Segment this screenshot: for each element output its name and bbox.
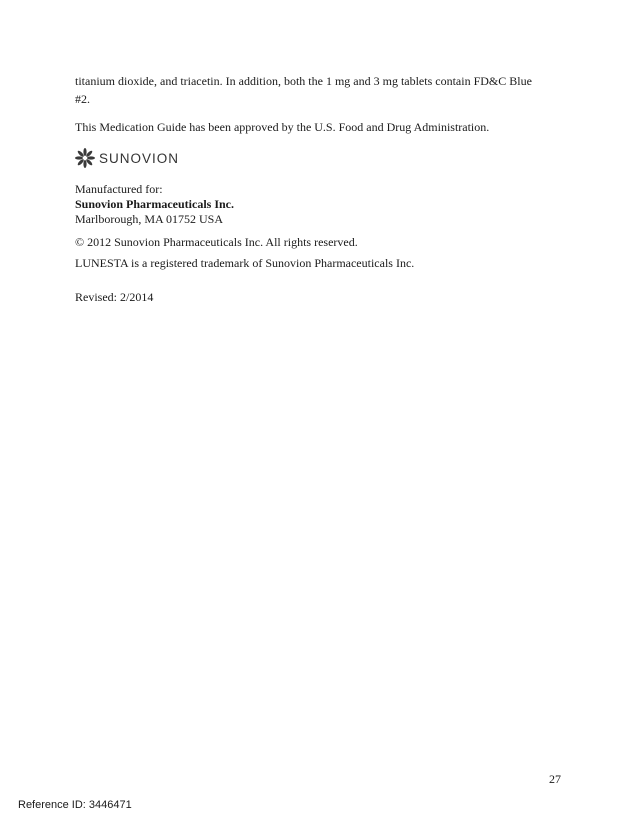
approval-statement: This Medication Guide has been approved by the U.S. Food and Drug Administration. <box>75 120 490 134</box>
trademark-notice: LUNESTA is a registered trademark of Sunovion Pharmaceuticals Inc. <box>75 256 415 270</box>
manufacturer-address: Marlborough, MA 01752 USA <box>75 212 224 226</box>
revision-date: Revised: 2/2014 <box>75 290 154 304</box>
reference-id: Reference ID: 3446471 <box>18 799 132 811</box>
page-number: 27 <box>549 772 561 786</box>
sunovion-logo-icon <box>74 147 96 169</box>
body-text-line-2: #2. <box>75 92 90 106</box>
copyright-notice: © 2012 Sunovion Pharmaceuticals Inc. All rights reserved. <box>75 235 358 249</box>
sunovion-logo <box>74 146 179 170</box>
manufacturer-name: Sunovion Pharmaceuticals Inc. <box>75 197 235 211</box>
logo-wordmark: SUNOVION <box>99 150 180 166</box>
body-text-line-1: titanium dioxide, and triacetin. In addition, both the 1 mg and 3 mg tablets contain FD&C Blue <box>75 74 532 88</box>
manufactured-for-label: Manufactured for: <box>75 182 163 196</box>
